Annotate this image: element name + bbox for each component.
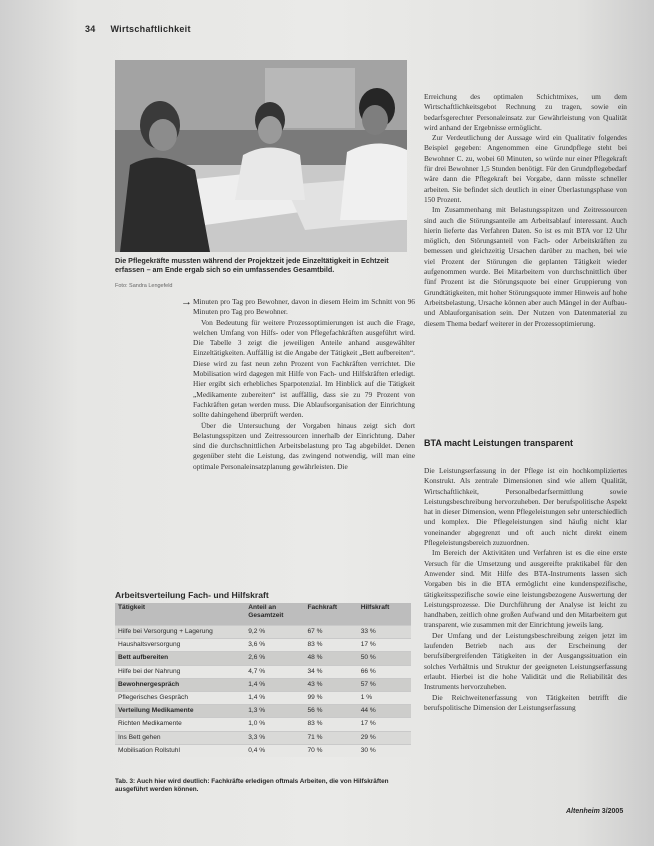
table-row <box>115 626 411 639</box>
paragraph: Erreichung des optimalen Schichtmixes, um dem Wirtschaftlichkeitsgebot Rechnung zu tragen, sowie ein bedarfsgerechter Personaleinsatz zur Gewährleistung von Qualität wird anhand der Ergebnisse ermöglicht. <box>424 92 627 132</box>
article-photo <box>115 60 407 252</box>
page-number: 34 <box>85 24 96 34</box>
table-row <box>115 718 411 731</box>
paragraph: Von Bedeutung für weitere Prozessoptimierungen ist auch die Frage, welchen Umfang von Hilfs- oder von Pflegefachkräften ausgeführt wird. Die Tabelle 3 zeigt die jeweiligen Anteile anhand ausgewählter Einzeltätigkeiten. Auffällig ist die Angabe der Tätigkeit „Bett aufbereiten“. Diese wird zu fast neun zehn Prozent von Fachkräften verrichtet. Die Mobilisation wird dagegen mit Hilfe von Fach- und Hilfskräften erledigt. Hier ergibt sich erhebliches Sparpotenzial. Im Hinblick auf die Tätigkeit „Medikamente zubereiten“ ist auffällig, dass sie zu 79 Prozent von Fachkräften getan werden muss. Die Ablaufsorganisation der Einrichtung sollte dahingehend überprüft werden. <box>193 317 415 420</box>
body-column-right-top <box>424 92 627 329</box>
arrow-icon: → <box>181 296 192 308</box>
row-label: Bewohnergespräch <box>115 678 245 691</box>
row-label: Mobilisation Rollstuhl <box>115 744 245 757</box>
table-row <box>115 731 411 744</box>
row-label: Hilfe bei der Nahrung <box>115 665 245 678</box>
hilfskraft-cell: 50 % <box>358 652 411 665</box>
hilfskraft-cell: 33 % <box>358 626 411 639</box>
hilfskraft-cell: 17 % <box>358 639 411 652</box>
row-label: Bett aufbereiten <box>115 652 245 665</box>
fachkraft-cell: 48 % <box>304 652 357 665</box>
column-header: Anteil an Gesamtzeit <box>245 603 304 626</box>
paragraph: Zur Verdeutlichung der Aussage wird ein Qualitativ folgendes Beispiel gegeben: Angenommen eine Grundpflege steht bei Bewohner C. zu, wobei 60 Minuten, so würde nur einer Pflegekraft für drei Bewohner 1,5 Stunden benötigt. Für den Grundpflegebedarf wäre dann die Pflegekraft bei Vorgabe, dann müsste schneller arbeiten. Sie befindet sich deutlich in einer Überlastungsphase von 150 Prozent. <box>424 133 627 204</box>
share-cell: 0,4 % <box>245 744 304 757</box>
photo-caption: Die Pflegekräfte mussten während der Projektzeit jede Einzeltätigkeit in Echtzeit erfassen – am Ende ergab sich so ein umfassendes Gesamtbild. <box>115 256 389 274</box>
table-title: Arbeitsverteilung Fach- und Hilfskraft <box>115 590 269 600</box>
share-cell: 3,6 % <box>245 639 304 652</box>
table-row <box>115 639 411 652</box>
table-caption: Tab. 3: Auch hier wird deutlich: Fachkräfte erledigen oftmals Arbeiten, die von Hilfskräften ausgeführt werden können. <box>115 778 389 793</box>
paragraph: Die Reichweitenerfassung von Tätigkeiten betrifft die berufspolitische Dimension der Leistungserfassung <box>424 692 627 712</box>
running-header <box>85 24 191 34</box>
paragraph: Im Zusammenhang mit Belastungsspitzen und Zeitressourcen sind auch die Störungsanteile am Arbeitsablauf interessant. Auch hierin lieferte das Verfahren Daten. So ist es mit BTA vor 12 Uhr möglich, den Störungsanteil von Fach- oder Arbeitskräften zu bemessen und gleichzeitig Ursachen darüber zu machen, bei wie viel Prozent der Störungen die geplanten Tätigkeit wieder aufgenommen wurde. Bei Mitarbeitern von durchschnittlich über fünf Prozent ist die Störungsquote bei einer Gruppierung von Grundtätigkeiten, mit hoher Störungsquote immer Hinweis auf hohe Arbeitsbelastung, Ursache können aber auch Mängel in der Aufbau- und Ablauforganisation sein. Der Nutzen von Datenmaterial zu diesem Thema bedarf weiterer in der Prozessoptimierung. <box>424 205 627 328</box>
share-cell: 1,4 % <box>245 678 304 691</box>
share-cell: 1,0 % <box>245 718 304 731</box>
hilfskraft-cell: 30 % <box>358 744 411 757</box>
table-row <box>115 652 411 665</box>
share-cell: 9,2 % <box>245 626 304 639</box>
paragraph: Im Bereich der Aktivitäten und Verfahren ist es die eine erste Versuch für die Umsetzung und ausgereifte praktikabel für den Anwender sind. Mit Hilfe des BTA-Instruments lassen sich Vorgaben bis in die BTA ermöglicht eine kundenspezifische, tätigkeitsspezifische sowie eine leistungsbezogene Auswertung der Leistungsprozesse. Die Durchführung der Analyse ist leicht zu handhaben, zeitlich ohne großen Aufwand und den Mitarbeitern gut transparent, wie zusammen mit der Einrichtung jeweils lang. <box>424 548 627 630</box>
row-label: Verteilung Medikamente <box>115 705 245 718</box>
photo-credit: Foto: Sandra Lengefeld <box>115 283 173 289</box>
page-footer <box>566 808 623 815</box>
paragraph: Über die Untersuchung der Vorgaben hinaus zeigt sich dort Belastungsspitzen und Zeitressourcen innerhalb der Einrichtung. Daher sind die durchschnittlichen Arbeitsbelastung pro Tag abgebildet. Denen gegenüber steht die Leistung, das zwingend notwendig, will man eine optimale Personaleinsatzplanung gewährleisten. Die <box>193 420 415 471</box>
fachkraft-cell: 43 % <box>304 678 357 691</box>
fachkraft-cell: 34 % <box>304 665 357 678</box>
share-cell: 2,6 % <box>245 652 304 665</box>
share-cell: 4,7 % <box>245 665 304 678</box>
hilfskraft-cell: 44 % <box>358 705 411 718</box>
photo-illustration <box>115 60 407 252</box>
table-row <box>115 678 411 691</box>
paragraph: Minuten pro Tag pro Bewohner, davon in diesem Heim im Schnitt von 96 Minuten pro Tag pro Bewohner. <box>193 297 415 317</box>
table-row <box>115 744 411 757</box>
share-cell: 1,3 % <box>245 705 304 718</box>
paragraph: Der Umfang und der Leistungsbeschreibung zeigen jetzt im laufenden Betrieb nach aus der Erscheinung der berufsübergreifenden Tätigkeiten in der Ausgangssituation ein solches Verhältnis und Struktur der geeigneten Leistungserfassung erlaubt. Hierbei ist die hohe Validität und die Reliabilität des Instruments hervorzuheben. <box>424 630 627 692</box>
work-distribution-table <box>115 603 411 757</box>
fachkraft-cell: 67 % <box>304 626 357 639</box>
table-row <box>115 691 411 704</box>
hilfskraft-cell: 66 % <box>358 665 411 678</box>
column-header: Fachkraft <box>304 603 357 626</box>
share-cell: 3,3 % <box>245 731 304 744</box>
fachkraft-cell: 99 % <box>304 691 357 704</box>
fachkraft-cell: 70 % <box>304 744 357 757</box>
row-label: Pflegerisches Gespräch <box>115 691 245 704</box>
table-row <box>115 665 411 678</box>
table-row <box>115 705 411 718</box>
body-column-middle <box>193 297 415 472</box>
hilfskraft-cell: 57 % <box>358 678 411 691</box>
row-label: Haushaltsversorgung <box>115 639 245 652</box>
column-header: Hilfskraft <box>358 603 411 626</box>
fachkraft-cell: 83 % <box>304 718 357 731</box>
paragraph: Die Leistungserfassung in der Pflege ist ein hochkompliziertes Konstrukt. Als zentrale Dimensionen sind wie allem Qualität, Wirtschaftlichkeit, Personalbedarfsermittlung sowie Leistungsbeschreibung hervorzuheben. Der berufspolitische Aspekt hat in dieser Dimension, wenn Pflegeleistungen sehr unterschiedlich und komplex. Die Pflegeleistungen sind häufig nicht klar voneinander abgegrenzt und oft auch nicht direkt einem Pflegeleistungsbereich zuzuordnen. <box>424 466 627 548</box>
section-subheading: BTA macht Leistungen transparent <box>424 438 574 448</box>
fachkraft-cell: 83 % <box>304 639 357 652</box>
body-column-right-bottom <box>424 466 627 713</box>
section-title: Wirtschaftlichkeit <box>110 24 191 34</box>
row-label: Hilfe bei Versorgung + Lagerung <box>115 626 245 639</box>
fachkraft-cell: 71 % <box>304 731 357 744</box>
row-label: Richten Medikamente <box>115 718 245 731</box>
share-cell: 1,4 % <box>245 691 304 704</box>
hilfskraft-cell: 1 % <box>358 691 411 704</box>
hilfskraft-cell: 29 % <box>358 731 411 744</box>
table-header-row <box>115 603 411 626</box>
fachkraft-cell: 56 % <box>304 705 357 718</box>
hilfskraft-cell: 17 % <box>358 718 411 731</box>
journal-name: Altenheim <box>566 808 600 815</box>
column-header: Tätigkeit <box>115 603 245 626</box>
issue-number: 3/2005 <box>601 808 624 815</box>
row-label: Ins Bett gehen <box>115 731 245 744</box>
